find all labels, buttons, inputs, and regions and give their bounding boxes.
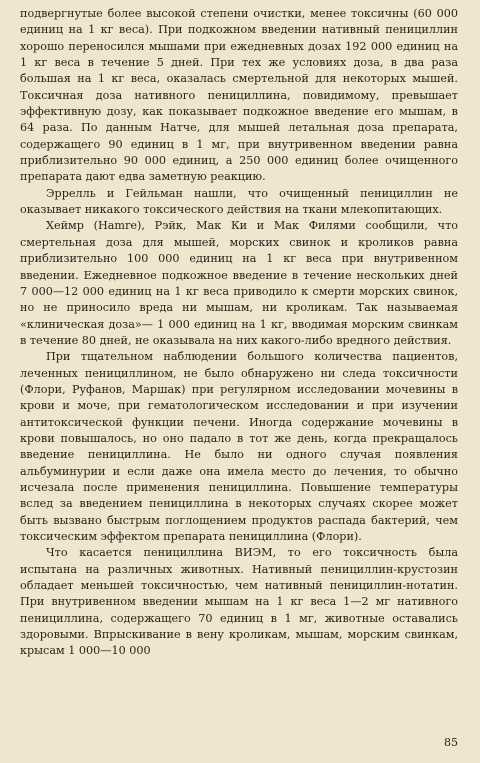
paragraph-2: Эррелль и Гейльман нашли, что очищенный пенициллин не оказывает никакого токсического действия на ткани млекопитающих. [20,186,458,217]
paragraph-4: При тщательном наблюдении большого количества пациентов, леченных пенициллином, не было обнаружено ни следа токсичности (Флори, Руфанов, Маршак) при регулярном исследовании мочевины в крови и моче, при гематологическом исследовании и при изучении антитоксической функции печени. Иногда содержание мочевины в крови повышалось, но оно падало в тот же день, когда прекращалось введение пенициллина. Не было ни одного случая появления альбуминурии и если даже она имела место до лечения, то обычно исчезала после применения пенициллина. Повышение температуры вслед за введением пенициллина в некоторых случаях скорее может быть вызвано быстрым поглощением продуктов распада бактерий, чем токсическим эффектом препарата пенициллина (Флори). [20,350,458,543]
paragraph-3: Хеймр (Hamre), Рэйк, Мак Ки и Мак Филями сообщили, что смертельная доза для мышей, морских свинок и кроликов равна приблизительно 100 000 единиц на 1 кг веса при внутривенном введении. Ежедневное подкожное введение в течение нескольких дней 7 000—12 000 единиц на 1 кг веса приводило к смерти морских свинок, но не приносило вреда ни мышам, ни кроликам. Так называемая «клиническая доза»— 1 000 единиц на 1 кг, вводимая морским свинкам в течение 80 дней, не оказывала на них какого-либо вредного действия. [20,219,458,347]
body-text [20,6,458,660]
paragraph-5: Что касается пенициллина ВИЭМ, то его токсичность была испытана на различных животных. Нативный пенициллин-крустозин обладает меньшей токсичностью, чем нативный пенициллин-нотатин. При внутривенном введении мышам на 1 кг веса 1—2 мг нативного пенициллина, содержащего 70 единиц в 1 мг, животные оставались здоровыми. Впрыскивание в вену кроликам, мышам, морским свинкам, крысам 1 000—10 000 [20,546,458,658]
page-number: 85 [444,736,458,749]
paragraph-1: подвергнутые более высокой степени очистки, менее токсичны (60 000 единиц на 1 кг веса). При подкожном введении нативный пенициллин хорошо переносился мышами при ежедневных дозах 192 000 единиц на 1 кг веса в течение 5 дней. При тех же условиях доза, в два раза большая на 1 кг веса, оказалась смертельной для некоторых мышей. Токсичная доза нативного пенициллина, повидимому, превышает эффективную дозу, как показывает подкожное введение его мышам, в 64 раза. По данным Натче, для мышей летальная доза препарата, содержащего 90 единиц в 1 мг, при внутривенном введении равна приблизительно 90 000 единиц, а 250 000 единиц более очищенного препарата дают едва заметную реакцию. [20,7,458,184]
